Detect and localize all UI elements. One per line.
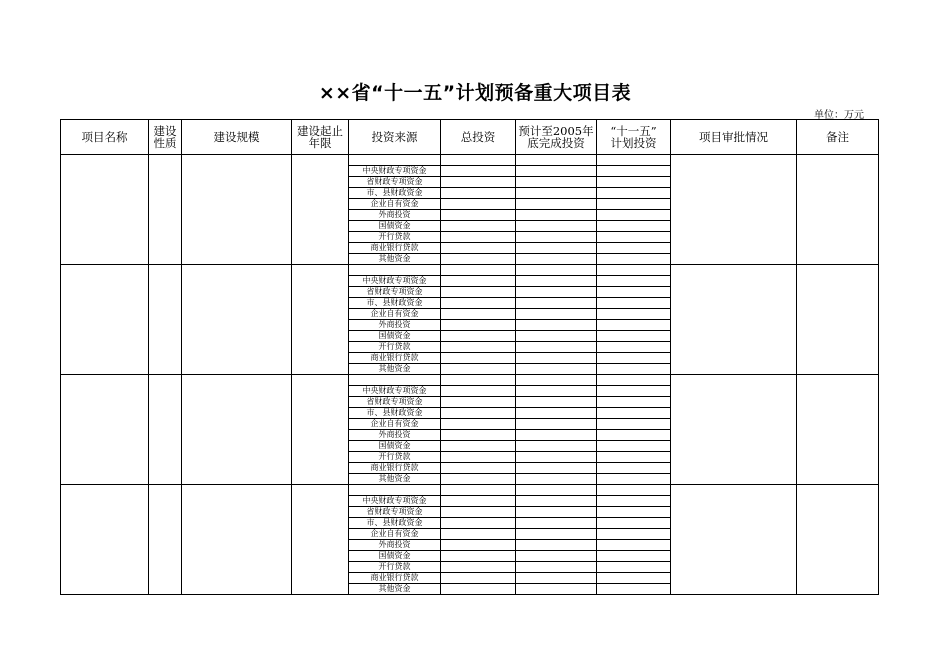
funding-amount-cell (597, 254, 670, 265)
funding-amount-cell (441, 562, 515, 573)
funding-amount-cell (441, 320, 515, 331)
funding-amount-cell (516, 430, 596, 441)
funding-amount-cell (441, 353, 515, 364)
funding-source-label: 其他资金 (378, 364, 411, 373)
funding-source-label: 开行贷款 (349, 342, 440, 353)
funding-source-label: 开行贷款 (349, 232, 440, 243)
funding-source-label: 商业银行贷款 (349, 573, 440, 584)
funding-source-label: 外商投资 (349, 430, 440, 441)
funding-amount-cell (597, 397, 670, 408)
funding-source-label: 市、县财政资金 (349, 518, 440, 529)
funding-amount-cell (516, 276, 596, 287)
funding-amount-cell (441, 584, 515, 595)
cell-name (61, 265, 149, 375)
funding-amount-cell (516, 177, 596, 188)
page-title: ××省“十一五”计划预备重大项目表 (318, 82, 632, 104)
cell-plan (597, 375, 671, 485)
cell-total (441, 265, 516, 375)
header-source: 投资来源 (349, 120, 441, 155)
funding-source-label: 中央财政专项资金 (349, 166, 440, 177)
cell-total (441, 155, 516, 265)
funding-amount-cell (441, 276, 515, 287)
funding-amount-cell (441, 221, 515, 232)
funding-amount-cell (597, 166, 670, 177)
funding-amount-cell (597, 199, 670, 210)
funding-amount-cell (516, 584, 596, 595)
cell-completed (516, 155, 597, 265)
funding-amount-cell (516, 309, 596, 320)
cell-notes (797, 265, 879, 375)
cell-completed (516, 265, 597, 375)
funding-amount-cell (441, 375, 515, 386)
funding-amount-cell (597, 430, 670, 441)
funding-amount-cell (441, 529, 515, 540)
header-period: 建设起止 年限 (292, 120, 349, 155)
cell-approval (671, 265, 797, 375)
funding-source-label: 其他资金 (378, 254, 411, 263)
header-scale: 建设规模 (182, 120, 292, 155)
funding-amount-cell (516, 419, 596, 430)
project-row (61, 155, 879, 265)
funding-amount-cell (516, 573, 596, 584)
funding-amount-cell (441, 265, 515, 276)
funding-amount-cell (516, 463, 596, 474)
funding-amount-cell (441, 155, 515, 166)
funding-amount-cell (441, 507, 515, 518)
funding-amount-cell (597, 188, 670, 199)
project-row (61, 375, 879, 485)
funding-amount-cell (441, 309, 515, 320)
cell-plan (597, 485, 671, 595)
header-project-name: 项目名称 (61, 120, 149, 155)
cell-plan (597, 265, 671, 375)
header-plan: “十一五” 计划投资 (597, 120, 671, 155)
cell-nature (149, 155, 182, 265)
funding-amount-cell (441, 573, 515, 584)
funding-amount-cell (441, 419, 515, 430)
funding-amount-cell (597, 584, 670, 595)
funding-amount-cell (597, 221, 670, 232)
funding-amount-cell (441, 298, 515, 309)
funding-amount-cell (597, 485, 670, 496)
funding-amount-cell (441, 199, 515, 210)
funding-amount-cell (441, 342, 515, 353)
funding-amount-cell (516, 386, 596, 397)
funding-amount-cell (597, 276, 670, 287)
funding-amount-cell (597, 496, 670, 507)
cell-approval (671, 375, 797, 485)
funding-amount-cell (441, 474, 515, 485)
subrows-total (441, 375, 515, 484)
funding-amount-cell (516, 320, 596, 331)
funding-amount-cell (516, 364, 596, 375)
cell-approval (671, 155, 797, 265)
funding-amount-cell (597, 331, 670, 342)
funding-amount-cell (597, 562, 670, 573)
subrows-plan (597, 155, 670, 264)
cell-scale (182, 155, 292, 265)
funding-amount-cell (597, 265, 670, 276)
funding-amount-cell (441, 232, 515, 243)
cell-completed (516, 375, 597, 485)
funding-source-label: 企业自有资金 (349, 199, 440, 210)
funding-source-label (349, 155, 440, 166)
funding-amount-cell (516, 353, 596, 364)
funding-amount-cell (441, 430, 515, 441)
cell-name (61, 155, 149, 265)
funding-amount-cell (441, 441, 515, 452)
funding-amount-cell (597, 320, 670, 331)
funding-amount-cell (516, 331, 596, 342)
funding-amount-cell (516, 496, 596, 507)
funding-source-label: 国债资金 (349, 441, 440, 452)
funding-amount-cell (516, 452, 596, 463)
funding-amount-cell (516, 551, 596, 562)
funding-amount-cell (516, 155, 596, 166)
funding-amount-cell (597, 386, 670, 397)
funding-amount-cell (516, 221, 596, 232)
funding-amount-cell (597, 375, 670, 386)
header-completed: 预计至2005年 底完成投资 (516, 120, 597, 155)
funding-source-label: 开行贷款 (349, 452, 440, 463)
funding-amount-cell (516, 485, 596, 496)
cell-scale (182, 485, 292, 595)
cell-name (61, 485, 149, 595)
funding-source-label: 国债资金 (349, 221, 440, 232)
funding-amount-cell (516, 342, 596, 353)
funding-amount-cell (516, 166, 596, 177)
subrows-plan (597, 265, 670, 374)
funding-amount-cell (441, 166, 515, 177)
cell-notes (797, 155, 879, 265)
funding-source-label: 省财政专项资金 (349, 177, 440, 188)
funding-amount-cell (597, 210, 670, 221)
cell-plan (597, 155, 671, 265)
cell-source (349, 485, 441, 595)
funding-source-label: 外商投资 (349, 210, 440, 221)
funding-amount-cell (441, 408, 515, 419)
project-table (60, 119, 879, 595)
funding-source-label: 企业自有资金 (349, 529, 440, 540)
funding-amount-cell (441, 210, 515, 221)
funding-amount-cell (441, 386, 515, 397)
funding-amount-cell (597, 364, 670, 375)
funding-source-label (349, 485, 440, 496)
cell-nature (149, 375, 182, 485)
funding-amount-cell (516, 397, 596, 408)
cell-completed (516, 485, 597, 595)
cell-period (292, 375, 349, 485)
funding-amount-cell (516, 507, 596, 518)
funding-source-label: 国债资金 (349, 331, 440, 342)
funding-source-label: 外商投资 (349, 540, 440, 551)
funding-amount-cell (441, 177, 515, 188)
funding-source-label: 国债资金 (349, 551, 440, 562)
subrows-completed (516, 375, 596, 484)
subrows-source (349, 375, 440, 484)
funding-amount-cell (516, 529, 596, 540)
funding-amount-cell (597, 529, 670, 540)
funding-source-label (349, 375, 440, 386)
funding-amount-cell (597, 507, 670, 518)
cell-nature (149, 485, 182, 595)
funding-amount-cell (441, 364, 515, 375)
funding-amount-cell (516, 375, 596, 386)
funding-amount-cell (597, 177, 670, 188)
funding-source-label: 省财政专项资金 (349, 287, 440, 298)
subrows-source (349, 485, 440, 594)
subrows-total (441, 155, 515, 264)
funding-amount-cell (597, 474, 670, 485)
project-row (61, 485, 879, 595)
funding-amount-cell (516, 265, 596, 276)
funding-amount-cell (597, 551, 670, 562)
funding-amount-cell (516, 408, 596, 419)
cell-name (61, 375, 149, 485)
cell-scale (182, 375, 292, 485)
funding-amount-cell (597, 309, 670, 320)
header-approval: 项目审批情况 (671, 120, 797, 155)
funding-amount-cell (597, 518, 670, 529)
funding-amount-cell (597, 243, 670, 254)
cell-source (349, 375, 441, 485)
funding-amount-cell (441, 287, 515, 298)
funding-amount-cell (516, 232, 596, 243)
funding-amount-cell (441, 496, 515, 507)
funding-amount-cell (516, 287, 596, 298)
funding-amount-cell (597, 419, 670, 430)
cell-approval (671, 485, 797, 595)
funding-source-label: 开行贷款 (349, 562, 440, 573)
funding-amount-cell (597, 441, 670, 452)
funding-source-label: 企业自有资金 (349, 309, 440, 320)
subrows-completed (516, 155, 596, 264)
funding-amount-cell (441, 485, 515, 496)
cell-source (349, 265, 441, 375)
subrows-source (349, 265, 440, 374)
header-notes: 备注 (797, 120, 879, 155)
cell-total (441, 485, 516, 595)
funding-source-label: 商业银行贷款 (349, 463, 440, 474)
funding-amount-cell (516, 210, 596, 221)
funding-source-label: 中央财政专项资金 (349, 496, 440, 507)
funding-amount-cell (597, 287, 670, 298)
funding-amount-cell (516, 441, 596, 452)
funding-source-label: 中央财政专项资金 (349, 276, 440, 287)
funding-amount-cell (441, 463, 515, 474)
funding-amount-cell (597, 540, 670, 551)
funding-amount-cell (597, 298, 670, 309)
header-total: 总投资 (441, 120, 516, 155)
funding-amount-cell (597, 463, 670, 474)
funding-amount-cell (516, 243, 596, 254)
cell-source (349, 155, 441, 265)
funding-amount-cell (441, 518, 515, 529)
funding-amount-cell (441, 243, 515, 254)
cell-nature (149, 265, 182, 375)
cell-period (292, 155, 349, 265)
funding-source-label: 外商投资 (349, 320, 440, 331)
cell-notes (797, 485, 879, 595)
funding-source-label: 市、县财政资金 (349, 188, 440, 199)
funding-amount-cell (441, 331, 515, 342)
subrows-plan (597, 485, 670, 594)
funding-source-label: 企业自有资金 (349, 419, 440, 430)
funding-amount-cell (516, 518, 596, 529)
subrows-total (441, 265, 515, 374)
funding-source-label: 其他资金 (378, 584, 411, 593)
funding-source-label: 商业银行贷款 (349, 353, 440, 364)
funding-source-label: 市、县财政资金 (349, 298, 440, 309)
funding-amount-cell (597, 155, 670, 166)
funding-source-label: 市、县财政资金 (349, 408, 440, 419)
cell-scale (182, 265, 292, 375)
funding-amount-cell (516, 254, 596, 265)
funding-source-label: 其他资金 (378, 474, 411, 483)
funding-amount-cell (516, 298, 596, 309)
funding-amount-cell (441, 397, 515, 408)
project-row (61, 265, 879, 375)
subrows-plan (597, 375, 670, 484)
funding-amount-cell (597, 232, 670, 243)
funding-amount-cell (597, 452, 670, 463)
funding-amount-cell (516, 188, 596, 199)
funding-amount-cell (516, 474, 596, 485)
funding-amount-cell (516, 199, 596, 210)
unit-label: 单位：万元 (814, 110, 864, 121)
cell-notes (797, 375, 879, 485)
cell-period (292, 265, 349, 375)
subrows-completed (516, 485, 596, 594)
cell-period (292, 485, 349, 595)
funding-amount-cell (597, 342, 670, 353)
header-row (61, 120, 879, 155)
funding-amount-cell (597, 408, 670, 419)
funding-source-label: 商业银行贷款 (349, 243, 440, 254)
subrows-total (441, 485, 515, 594)
funding-amount-cell (441, 188, 515, 199)
funding-amount-cell (441, 551, 515, 562)
funding-amount-cell (441, 540, 515, 551)
funding-amount-cell (516, 540, 596, 551)
funding-source-label: 中央财政专项资金 (349, 386, 440, 397)
cell-total (441, 375, 516, 485)
subrows-completed (516, 265, 596, 374)
funding-source-label (349, 265, 440, 276)
funding-source-label: 省财政专项资金 (349, 507, 440, 518)
funding-amount-cell (597, 353, 670, 364)
funding-amount-cell (441, 254, 515, 265)
funding-source-label: 省财政专项资金 (349, 397, 440, 408)
subrows-source (349, 155, 440, 264)
header-nature: 建设 性质 (149, 120, 182, 155)
funding-amount-cell (597, 573, 670, 584)
funding-amount-cell (516, 562, 596, 573)
funding-amount-cell (441, 452, 515, 463)
